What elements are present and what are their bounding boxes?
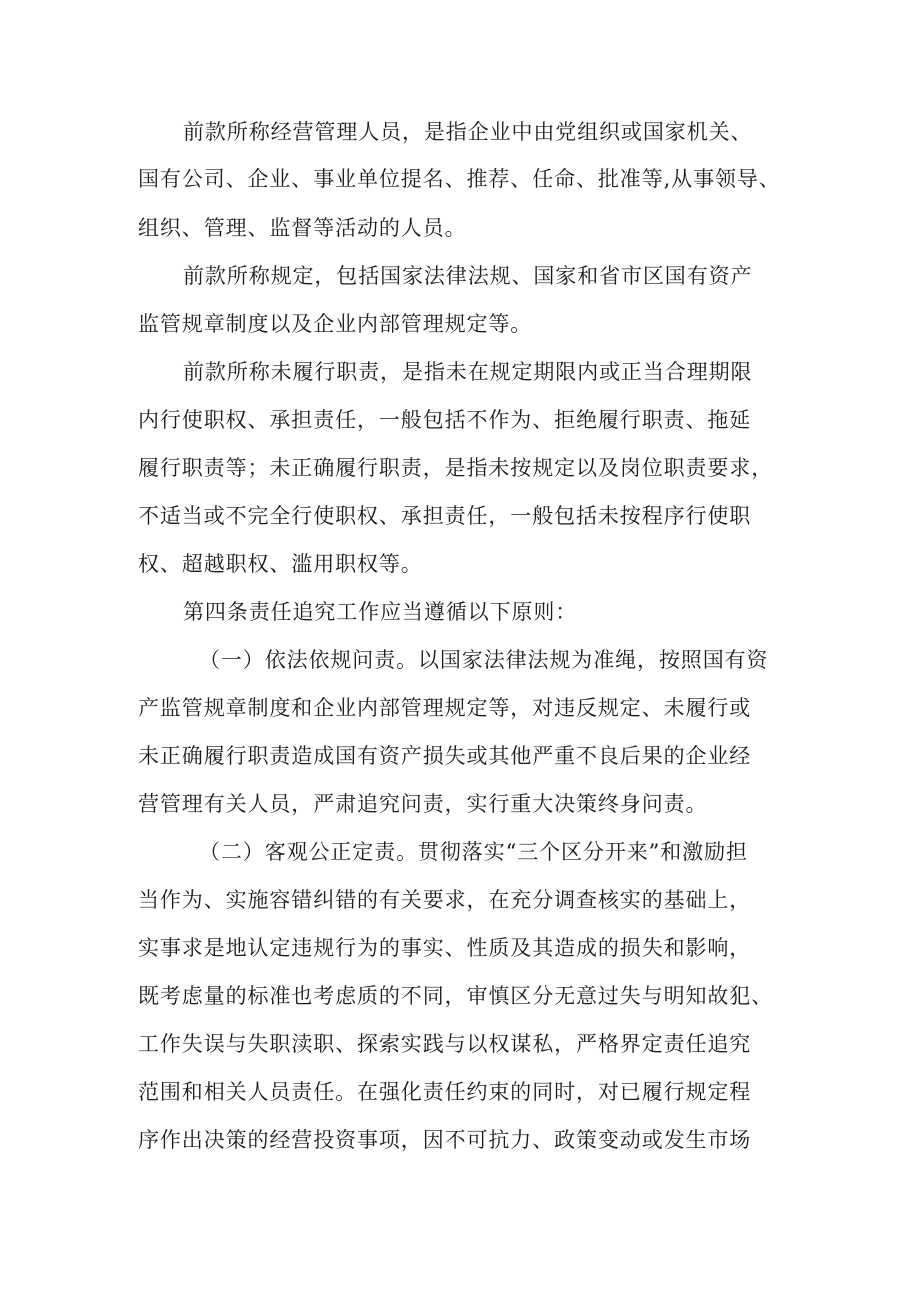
paragraph-line: 当作为、实施容错纠错的有关要求，在充分调查核实的基础上， bbox=[138, 888, 752, 912]
paragraph-line: 营管理有关人员，严肃追究问责，实行重大决策终身问责。 bbox=[138, 792, 708, 816]
paragraph-line: 未正确履行职责造成国有资产损失或其他严重不良后果的企业经 bbox=[138, 744, 752, 768]
paragraph-line: （二）客观公正定责。贯彻落实“三个区分开来”和激励担 bbox=[199, 840, 748, 864]
paragraph-line: （一）依法依规问责。以国家法律法规为准绳，按照国有资 bbox=[199, 648, 769, 672]
paragraph-line: 前款所称未履行职责，是指未在规定期限内或正当合理期限 bbox=[183, 360, 753, 384]
paragraph-line: 不适当或不完全行使职权、承担责任，一般包括未按程序行使职 bbox=[138, 504, 752, 528]
paragraph-line: 履行职责等；未正确履行职责，是指未按规定以及岗位职责要求， bbox=[138, 456, 774, 480]
paragraph-line: 前款所称经营管理人员，是指企业中由党组织或国家机关、 bbox=[183, 120, 753, 144]
paragraph-line: 国有公司、企业、事业单位提名、推荐、任命、批准等,从事领导、 bbox=[138, 167, 781, 191]
paragraph-line: 既考虑量的标准也考虑质的不同，审慎区分无意过失与明知故犯、 bbox=[138, 984, 774, 1008]
paragraph-line: 实事求是地认定违规行为的事实、性质及其造成的损失和影响， bbox=[138, 936, 752, 960]
paragraph-line: 监管规章制度以及企业内部管理规定等。 bbox=[138, 312, 533, 336]
paragraph-line: 工作失误与失职渎职、探索实践与以权谋私，严格界定责任追究 bbox=[138, 1032, 752, 1056]
paragraph-line: 内行使职权、承担责任，一般包括不作为、拒绝履行职责、拖延 bbox=[138, 408, 752, 432]
paragraph-line: 权、超越职权、滥用职权等。 bbox=[138, 552, 423, 576]
paragraph-line: 产监管规章制度和企业内部管理规定等，对违反规定、未履行或 bbox=[138, 696, 752, 720]
paragraph-line: 范围和相关人员责任。在强化责任约束的同时，对已履行规定程 bbox=[138, 1080, 752, 1104]
paragraph-line: 序作出决策的经营投资事项，因不可抗力、政策变动或发生市场 bbox=[138, 1128, 752, 1152]
paragraph-line: 组织、管理、监督等活动的人员。 bbox=[138, 216, 467, 240]
paragraph-line: 前款所称规定，包括国家法律法规、国家和省市区国有资产 bbox=[183, 264, 753, 288]
article-heading: 第四条责任追究工作应当遵循以下原则： bbox=[183, 600, 578, 624]
